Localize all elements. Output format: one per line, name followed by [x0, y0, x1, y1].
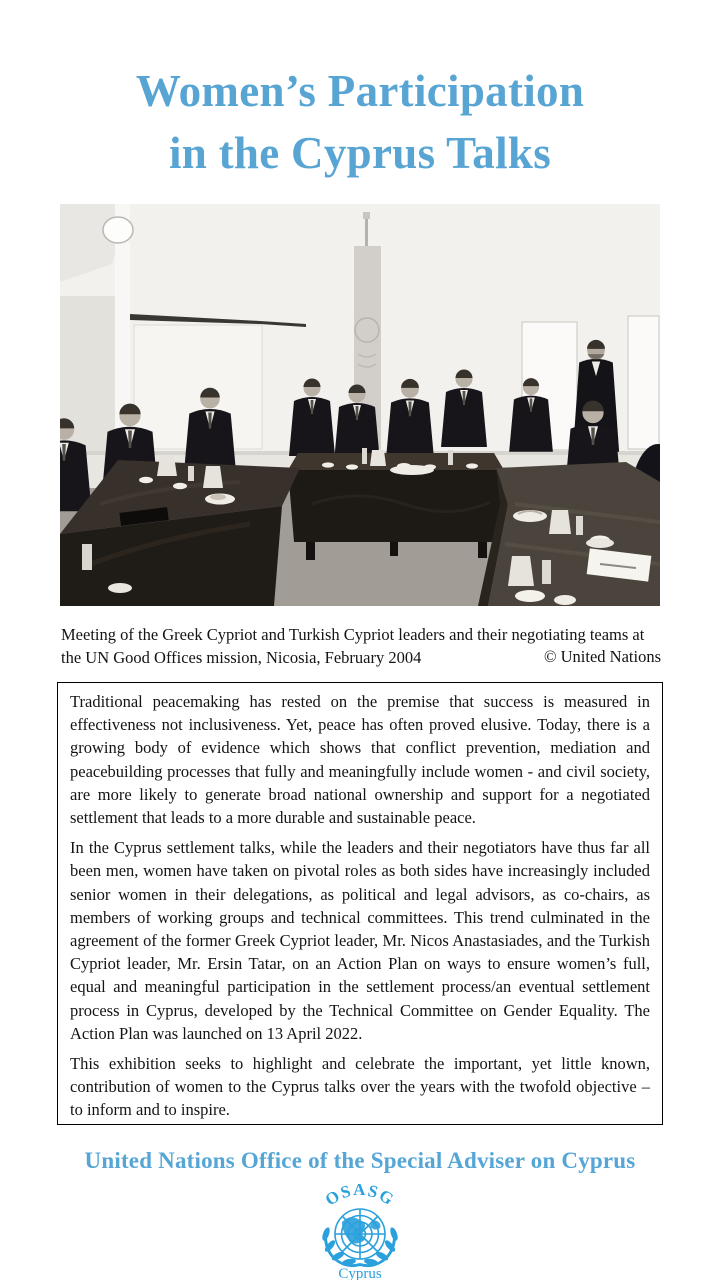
paragraph-cyprus-talks: In the Cyprus settlement talks, while the leaders and their negotiators have thus far all been men, women have taken on pivotal roles as both sides have increasingly included senior women in their delegations, as political and legal advisors, as co-chairs, as members of working groups and technical committees. This trend culminated in the agreement of the former Greek Cypriot leader, Mr. Nicos Anastasiades, and the Turkish Cypriot leader, Mr. Ersin Tatar, on an Action Plan on ways to ensure women’s full, equal and meaningful participation in the settlement process/an eventual settlement process in Cyprus, developed by the Technical Committee on Gender Equality. The Action Plan was launched on 13 April 2022. [70, 838, 650, 1043]
title-line-2: in the Cyprus Talks [168, 128, 552, 179]
logo-bottom-text: Cyprus [338, 1266, 382, 1280]
un-emblem-logo [290, 1182, 430, 1280]
meeting-photo [60, 204, 660, 606]
paragraph-exhibition: This exhibition seeks to highlight and celebrate the important, yet little known, contribution of women to the Cyprus talks over the years with the twofold objective – to inform and to inspire. [70, 1054, 650, 1120]
page-title [0, 60, 720, 184]
globe-icon [335, 1209, 385, 1259]
photo-caption [61, 624, 661, 670]
meeting-photo-illustration [60, 204, 660, 606]
intro-textbox [57, 682, 663, 1125]
photo-caption-text: Meeting of the Greek Cypriot and Turkish Cypriot leaders and their negotiating teams at the UN Good Offices mission, Nicosia, February 2004 [61, 625, 645, 667]
copyright-credit: © United Nations [543, 646, 661, 666]
title-line-1: Women’s Participation [135, 66, 585, 116]
osasg-logo [290, 1182, 430, 1280]
logo-top-text: OSASG [321, 1182, 399, 1210]
paragraph-peacemaking: Traditional peacemaking has rested on the premise that success is measured in effectiveness not inclusiveness. Yet, peace has often proved elusive. Today, there is a growing body of evidence which shows that conflict prevention, mediation and peacebuilding processes that fully and meaningfully include women - and civil society, are more likely to generate broad national ownership and support for a negotiated settlement that leads to a more durable and sustainable peace. [70, 692, 650, 828]
footer-org-title: United Nations Office of the Special Adviser on Cyprus [84, 1148, 636, 1173]
